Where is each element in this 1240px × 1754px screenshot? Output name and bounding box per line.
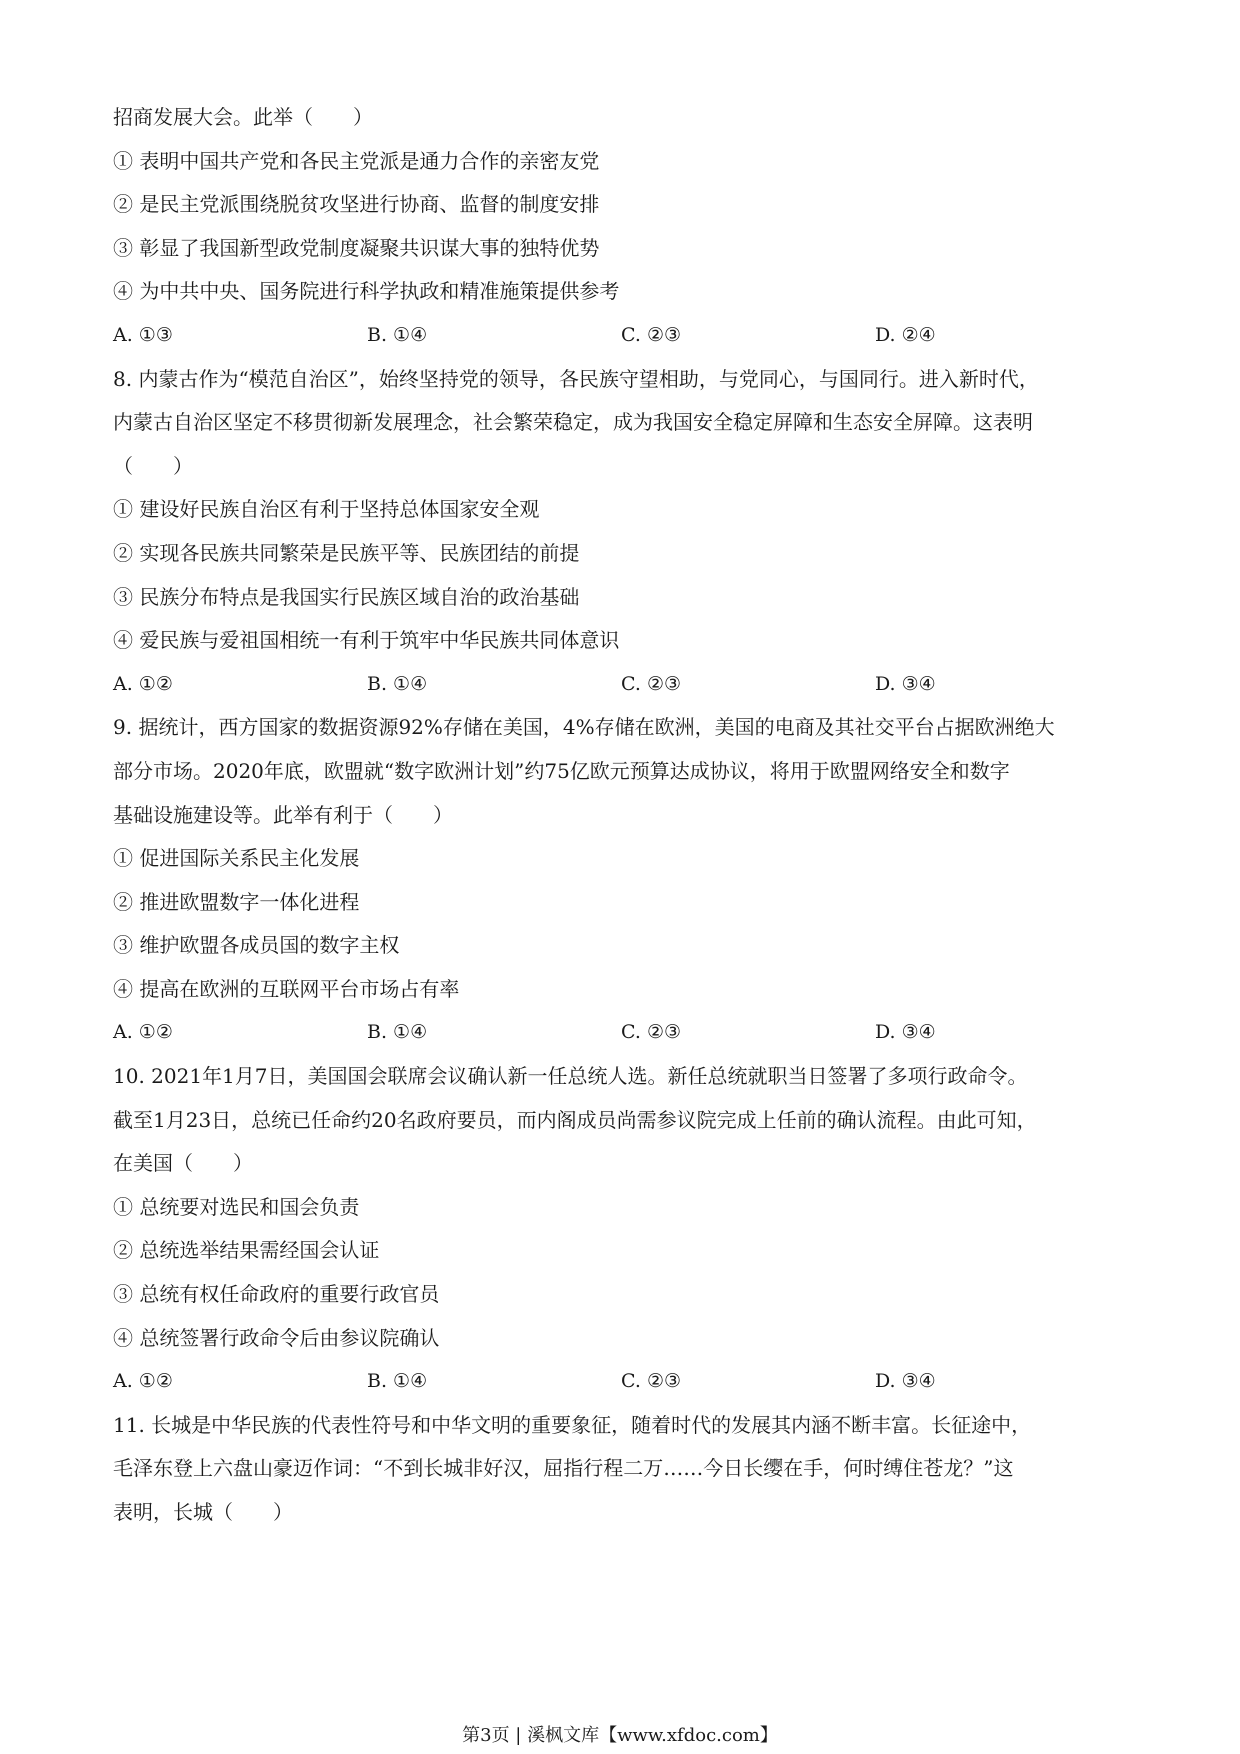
choice-c: C. ②③ <box>621 323 682 346</box>
statement-2: ② 推进欧盟数字一体化进程 <box>113 889 360 914</box>
question-stem-line: 部分市场。2020年底，欧盟就“数字欧洲计划”约75亿欧元预算达成协议，将用于欧盟网络安全和数字 <box>113 758 1010 783</box>
choice-d: D. ③④ <box>875 672 936 695</box>
page-content <box>113 96 1133 1535</box>
answer-choices <box>113 1011 1133 1055</box>
choice-c: C. ②③ <box>621 672 682 695</box>
question-10 <box>113 1055 1133 1404</box>
statement-4: ④ 总统签署行政命令后由参议院确认 <box>113 1325 440 1350</box>
choice-a: A. ①② <box>113 672 173 695</box>
question-11 <box>113 1404 1133 1535</box>
question-stem-line: 表明，长城（ ） <box>113 1500 293 1524</box>
statement-2: ② 是民主党派围绕脱贫攻坚进行协商、监督的制度安排 <box>113 192 600 217</box>
question-9 <box>113 706 1133 1055</box>
choice-b: B. ①④ <box>367 323 428 346</box>
answer-choices <box>113 1360 1133 1404</box>
question-stem-line: 基础设施建设等。此举有利于（ ） <box>113 802 453 827</box>
question-stem-line: 招商发展大会。此举（ ） <box>113 105 373 129</box>
statement-4: ④ 爱民族与爱祖国相统一有利于筑牢中华民族共同体意识 <box>113 628 620 653</box>
question-stem-line: 9. 据统计，西方国家的数据资源92%存储在美国，4%存储在欧洲，美国的电商及其社交平台占据欧洲绝大 <box>113 715 1055 740</box>
question-stem-line: 11. 长城是中华民族的代表性符号和中华文明的重要象征，随着时代的发展其内涵不断丰富。长征途中， <box>113 1412 1032 1437</box>
question-stem-line: 截至1月23日，总统已任命约20名政府要员，而内阁成员尚需参议院完成上任前的确认流程。由此可知， <box>113 1107 1037 1132</box>
statement-3: ③ 民族分布特点是我国实行民族区域自治的政治基础 <box>113 584 580 609</box>
choice-c: C. ②③ <box>621 1370 682 1393</box>
choice-d: D. ③④ <box>875 1370 936 1393</box>
statement-3: ③ 总统有权任命政府的重要行政官员 <box>113 1282 440 1307</box>
question-8 <box>113 358 1133 707</box>
question-stem-line: 内蒙古自治区坚定不移贯彻新发展理念，社会繁荣稳定，成为我国安全稳定屏障和生态安全屏障。这表明 <box>113 410 1033 435</box>
answer-choices <box>113 314 1133 358</box>
choice-c: C. ②③ <box>621 1021 682 1044</box>
statement-3: ③ 彰显了我国新型政党制度凝聚共识谋大事的独特优势 <box>113 235 600 260</box>
answer-choices <box>113 663 1133 707</box>
question-stem-line: 毛泽东登上六盘山豪迈作词：“不到长城非好汉，屈指行程二万……今日长缨在手，何时缚住苍龙？”这 <box>113 1456 1014 1481</box>
choice-b: B. ①④ <box>367 1021 428 1044</box>
choice-d: D. ②④ <box>875 323 936 346</box>
statement-1: ① 促进国际关系民主化发展 <box>113 846 360 871</box>
choice-a: A. ①② <box>113 1021 173 1044</box>
question-stem-line: 在美国（ ） <box>113 1151 253 1176</box>
statement-2: ② 总统选举结果需经国会认证 <box>113 1238 380 1263</box>
choice-a: A. ①③ <box>113 323 173 346</box>
statement-3: ③ 维护欧盟各成员国的数字主权 <box>113 933 400 958</box>
question-stem-line: （ ） <box>113 453 193 478</box>
statement-2: ② 实现各民族共同繁荣是民族平等、民族团结的前提 <box>113 540 580 565</box>
question-stem-line: 8. 内蒙古作为“模范自治区”，始终坚持党的领导，各民族守望相助，与党同心，与国同行。进入新时代， <box>113 366 1039 391</box>
statement-4: ④ 为中共中央、国务院进行科学执政和精准施策提供参考 <box>113 279 620 304</box>
statement-4: ④ 提高在欧洲的互联网平台市场占有率 <box>113 976 460 1001</box>
statement-1: ① 总统要对选民和国会负责 <box>113 1194 360 1219</box>
statement-1: ① 建设好民族自治区有利于坚持总体国家安全观 <box>113 497 540 522</box>
question-7 <box>113 96 1133 358</box>
choice-b: B. ①④ <box>367 672 428 695</box>
question-stem-line: 10. 2021年1月7日，美国国会联席会议确认新一任总统人选。新任总统就职当日签署了多项行政命令。 <box>113 1064 1028 1089</box>
choice-b: B. ①④ <box>367 1370 428 1393</box>
choice-a: A. ①② <box>113 1370 173 1393</box>
statement-1: ① 表明中国共产党和各民主党派是通力合作的亲密友党 <box>113 148 600 173</box>
choice-d: D. ③④ <box>875 1021 936 1044</box>
page-footer: 第3页 | 溪枫文库【www.xfdoc.com】 <box>462 1725 778 1746</box>
